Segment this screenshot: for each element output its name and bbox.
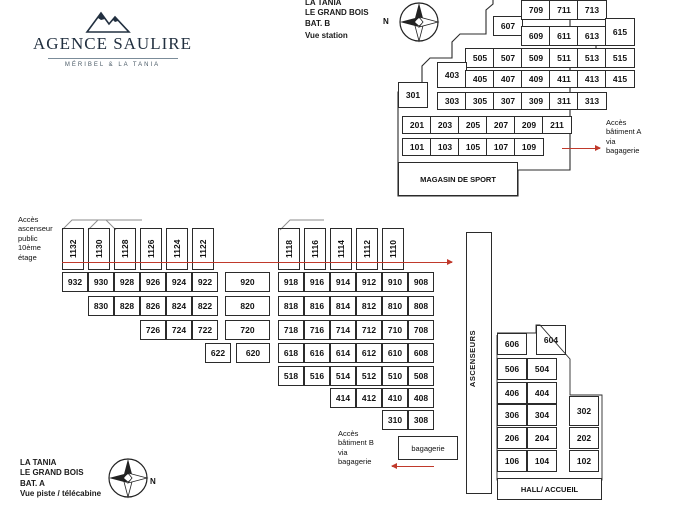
public-lift-arrow	[62, 262, 452, 263]
bottom-title-line-3: BAT. A	[20, 478, 45, 488]
room-cell[interactable]: 810	[382, 296, 408, 316]
access-b-arrow	[392, 466, 434, 467]
access-b-line-4: bagagerie	[338, 457, 372, 467]
room-cell[interactable]: 410	[382, 388, 408, 408]
room-cell[interactable]: 510	[382, 366, 408, 386]
room-cell[interactable]: 930	[88, 272, 114, 292]
access-lift-note	[18, 215, 53, 262]
room-cell[interactable]: 910	[382, 272, 408, 292]
room-cell[interactable]: 307	[493, 92, 523, 110]
room-cell[interactable]: 709	[521, 0, 551, 20]
room-cell[interactable]: 922	[192, 272, 218, 292]
room-cell[interactable]: 1128	[114, 228, 136, 270]
hall-accueil-area[interactable]: HALL/ ACCUEIL	[497, 478, 602, 500]
room-cell[interactable]: 311	[549, 92, 579, 110]
access-note-top-line-4: bagagerie	[606, 146, 640, 156]
room-cell[interactable]: 928	[114, 272, 140, 292]
room-cell[interactable]: 505	[465, 48, 495, 68]
room-cell[interactable]: 612	[356, 343, 382, 363]
room-cell[interactable]: 405	[465, 70, 495, 88]
room-cell[interactable]: 506	[497, 358, 527, 380]
lift-note-line-2: ascenseur	[18, 224, 53, 234]
room-cell[interactable]: 415	[605, 70, 635, 88]
room-cell[interactable]: 509	[521, 48, 551, 68]
access-b-line-2: bâtiment B	[338, 438, 374, 448]
room-cell[interactable]: 710	[382, 320, 408, 340]
room-cell[interactable]: 309	[521, 92, 551, 110]
top-title-line-4: Vue station	[305, 31, 348, 41]
room-cell[interactable]: 310	[382, 410, 408, 430]
room-cell[interactable]: 511	[549, 48, 579, 68]
room-cell[interactable]: 615	[605, 18, 635, 46]
room-cell[interactable]: 306	[497, 404, 527, 426]
elevator-label: ASCENSEURS	[468, 330, 477, 388]
compass-label-top: N	[383, 17, 389, 26]
top-title-line-3: BAT. B	[305, 18, 331, 28]
compass-icon-bottom	[100, 452, 156, 504]
room-cell[interactable]: 507	[493, 48, 523, 68]
room-cell[interactable]: 912	[356, 272, 382, 292]
room-cell[interactable]: 711	[549, 0, 579, 20]
room-cell[interactable]: 824	[166, 296, 192, 316]
room-cell[interactable]: 104	[527, 450, 557, 472]
room-cell[interactable]: 830	[88, 296, 114, 316]
room-cell[interactable]: 508	[408, 366, 434, 386]
access-note-top	[606, 118, 641, 156]
corridor-top-edge	[58, 218, 458, 232]
bagagerie-area[interactable]: bagagerie	[398, 436, 458, 460]
room-cell[interactable]: 908	[408, 272, 434, 292]
room-cell[interactable]: 516	[304, 366, 330, 386]
room-cell[interactable]: 206	[497, 427, 527, 449]
room-cell[interactable]: 513	[577, 48, 607, 68]
lift-note-line-3: public	[18, 233, 38, 243]
room-cell[interactable]: 607	[493, 16, 523, 36]
room-cell[interactable]: 818	[278, 296, 304, 316]
access-b-line-3: via	[338, 447, 348, 457]
room-cell[interactable]: 712	[356, 320, 382, 340]
room-cell[interactable]: 714	[330, 320, 356, 340]
room-cell[interactable]: 614	[330, 343, 356, 363]
bottom-title-line-4: Vue piste / télécabine	[20, 489, 102, 499]
right-block-outline	[492, 315, 622, 500]
bottom-plan-title	[20, 458, 101, 500]
room-cell[interactable]: 103	[430, 138, 460, 156]
room-cell[interactable]: 622	[205, 343, 231, 363]
room-cell[interactable]: 107	[486, 138, 516, 156]
bottom-title-line-2: LE GRAND BOIS	[20, 468, 84, 478]
room-cell[interactable]: 718	[278, 320, 304, 340]
room-cell[interactable]: 106	[497, 450, 527, 472]
room-cell[interactable]: 816	[304, 296, 330, 316]
room-cell[interactable]: 828	[114, 296, 140, 316]
room-cell[interactable]: 812	[356, 296, 382, 316]
room-cell[interactable]: 726	[140, 320, 166, 340]
room-cell[interactable]: 109	[514, 138, 544, 156]
room-cell[interactable]: 209	[514, 116, 544, 134]
bottom-title-line-1: LA TANIA	[20, 458, 57, 467]
access-arrow-top	[562, 148, 600, 149]
logo-subtitle: MÉRIBEL & LA TANIA	[64, 62, 161, 68]
room-cell[interactable]: 1110	[382, 228, 404, 270]
room-cell[interactable]: 916	[304, 272, 330, 292]
room-cell[interactable]: 620	[236, 343, 270, 363]
room-cell[interactable]: 814	[330, 296, 356, 316]
magasin-de-sport-area[interactable]: MAGASIN DE SPORT	[398, 162, 518, 196]
room-cell[interactable]: 716	[304, 320, 330, 340]
top-title-line-2: LE GRAND BOIS	[305, 8, 369, 18]
room-cell[interactable]: 101	[402, 138, 432, 156]
lift-note-line-4: 10ème	[18, 243, 41, 253]
room-cell[interactable]: 414	[330, 388, 356, 408]
room-cell[interactable]: 1130	[88, 228, 110, 270]
room-cell[interactable]: 609	[521, 26, 551, 46]
room-cell[interactable]: 207	[486, 116, 516, 134]
room-cell[interactable]: 926	[140, 272, 166, 292]
room-cell[interactable]: 514	[330, 366, 356, 386]
room-cell[interactable]: 105	[458, 138, 488, 156]
room-cell[interactable]: 407	[493, 70, 523, 88]
room-cell[interactable]: 411	[549, 70, 579, 88]
access-b-note	[338, 429, 374, 467]
room-cell[interactable]: 608	[408, 343, 434, 363]
room-cell[interactable]: 616	[304, 343, 330, 363]
room-cell[interactable]: 820	[225, 296, 270, 316]
room-cell[interactable]: 606	[497, 333, 527, 355]
room-cell[interactable]: 808	[408, 296, 434, 316]
room-cell[interactable]: 202	[569, 427, 599, 449]
room-cell[interactable]: 613	[577, 26, 607, 46]
room-cell[interactable]: 720	[225, 320, 270, 340]
room-cell[interactable]: 303	[437, 92, 467, 110]
access-note-top-line-1: Accès	[606, 118, 627, 127]
room-cell[interactable]: 413	[577, 70, 607, 88]
room-cell[interactable]: 308	[408, 410, 434, 430]
room-cell[interactable]: 1112	[356, 228, 378, 270]
room-cell[interactable]: 1118	[278, 228, 300, 270]
room-cell[interactable]: 403	[437, 62, 467, 88]
room-cell[interactable]: 724	[166, 320, 192, 340]
room-cell[interactable]: 515	[605, 48, 635, 68]
room-cell[interactable]: 1132	[62, 228, 84, 270]
top-plan-title	[305, 0, 369, 42]
room-cell[interactable]: 914	[330, 272, 356, 292]
lift-note-line-1: Accès	[18, 215, 39, 224]
room-cell[interactable]: 1126	[140, 228, 162, 270]
room-cell[interactable]: 722	[192, 320, 218, 340]
room-cell[interactable]: 205	[458, 116, 488, 134]
room-cell[interactable]: 708	[408, 320, 434, 340]
room-cell[interactable]: 618	[278, 343, 304, 363]
access-note-top-line-2: bâtiment A	[606, 127, 642, 137]
room-cell[interactable]: 713	[577, 0, 607, 20]
room-cell[interactable]: 924	[166, 272, 192, 292]
room-cell[interactable]: 822	[192, 296, 218, 316]
room-cell[interactable]: 409	[521, 70, 551, 88]
room-cell[interactable]: 102	[569, 450, 599, 472]
compass-label-bottom: N	[150, 477, 156, 486]
room-cell[interactable]: 518	[278, 366, 304, 386]
access-b-line-1: Accès	[338, 429, 359, 438]
access-note-top-line-3: via	[606, 136, 616, 146]
room-cell[interactable]: 504	[527, 358, 557, 380]
room-cell[interactable]: 918	[278, 272, 304, 292]
room-cell[interactable]: 404	[527, 382, 557, 404]
top-title-line-1: LA TANIA	[305, 0, 342, 7]
room-cell[interactable]: 826	[140, 296, 166, 316]
room-cell[interactable]: 1124	[166, 228, 188, 270]
room-cell[interactable]: 302	[569, 396, 599, 426]
agency-logo	[30, 8, 195, 68]
room-cell[interactable]: 932	[62, 272, 88, 292]
room-cell[interactable]: 610	[382, 343, 408, 363]
room-cell[interactable]: 313	[577, 92, 607, 110]
room-cell[interactable]: 512	[356, 366, 382, 386]
room-cell[interactable]: 611	[549, 26, 579, 46]
room-cell[interactable]: 201	[402, 116, 432, 134]
room-cell[interactable]: 408	[408, 388, 434, 408]
mountain-icon	[83, 8, 143, 34]
room-cell[interactable]: 604	[536, 325, 566, 355]
room-cell[interactable]: 211	[542, 116, 572, 134]
room-cell[interactable]: 301	[398, 82, 428, 108]
room-cell[interactable]: 305	[465, 92, 495, 110]
room-cell[interactable]: 412	[356, 388, 382, 408]
room-cell[interactable]: 920	[225, 272, 270, 292]
room-cell[interactable]: 204	[527, 427, 557, 449]
room-cell[interactable]: 304	[527, 404, 557, 426]
room-cell[interactable]: 203	[430, 116, 460, 134]
logo-divider	[48, 58, 178, 59]
room-cell[interactable]: 1116	[304, 228, 326, 270]
room-cell[interactable]: 406	[497, 382, 527, 404]
room-cell[interactable]: 1122	[192, 228, 214, 270]
lift-note-line-5: étage	[18, 252, 37, 262]
room-cell[interactable]: 1114	[330, 228, 352, 270]
logo-name: AGENCE SAULIRE	[33, 34, 192, 53]
